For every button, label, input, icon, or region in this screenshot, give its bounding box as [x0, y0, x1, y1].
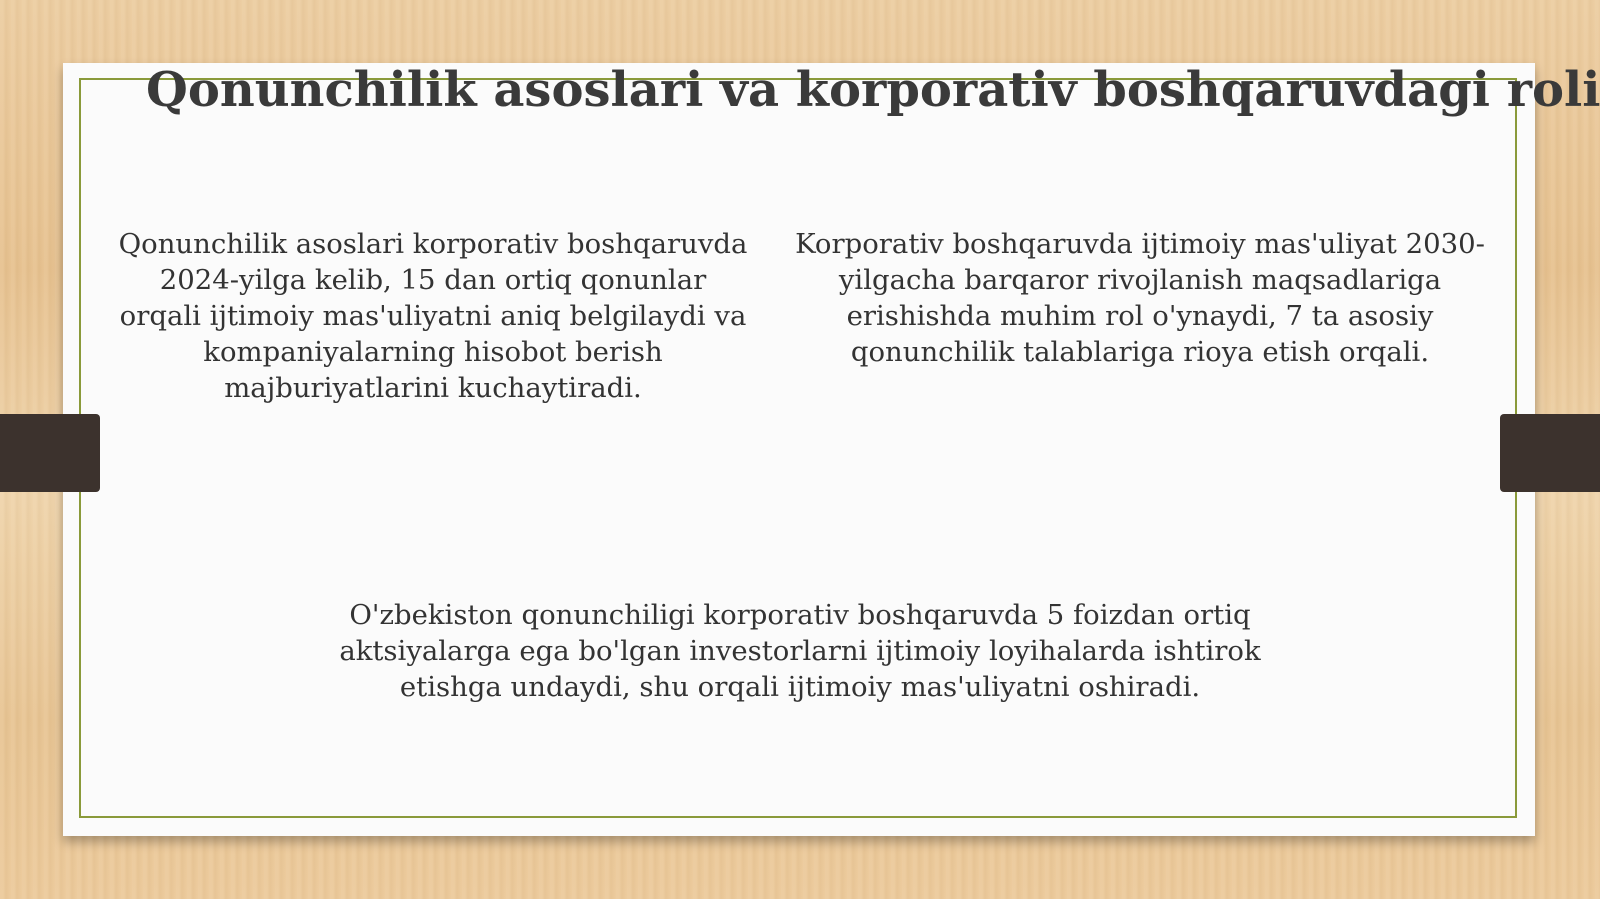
left-paragraph: Qonunchilik asoslari korporativ boshqaruvda 2024-yilga kelib, 15 dan ortiq qonunlar orqali ijtimoiy mas'uliyatni aniq belgilaydi va kompaniyalarning hisobot berish majburiyatlarini kuchaytiradi. [118, 228, 748, 404]
frame-border [79, 78, 1517, 818]
right-binder-clip [1500, 414, 1600, 492]
left-binder-clip [0, 414, 100, 492]
slide-title: Qonunchilik asoslari va korporativ boshqaruvdagi roli [146, 62, 1600, 118]
slide-paper [63, 63, 1535, 836]
bottom-paragraph: O'zbekiston qonunchiligi korporativ boshqaruvda 5 foizdan ortiq aktsiyalarga ega bo'lgan investorlarni ijtimoiy loyihalarda ishtirok etishga undaydi, shu orqali ijtimoiy mas'uliyatni oshiradi. [339, 599, 1261, 703]
right-paragraph: Korporativ boshqaruvda ijtimoiy mas'uliyat 2030-yilgacha barqaror rivojlanish maqsadlariga erishishda muhim rol o'ynaydi, 7 ta asosiy qonunchilik talablariga rioya etish orqali. [795, 228, 1485, 368]
